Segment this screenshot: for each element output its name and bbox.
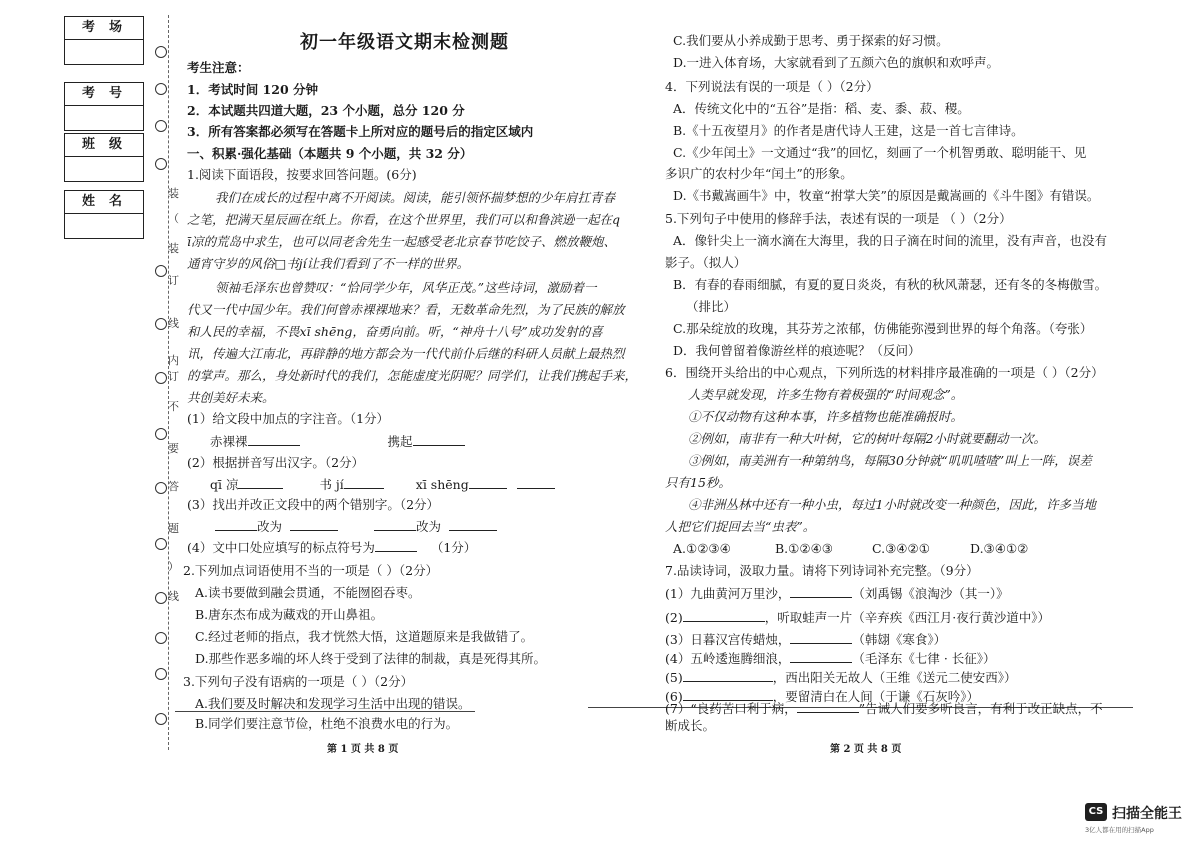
answer-blank[interactable] xyxy=(790,650,852,663)
passage-line: 通宵守岁的风俗□书jí让我们看到了不一样的世界。 xyxy=(187,256,470,271)
exam-room-box xyxy=(64,16,144,65)
answer-blank[interactable] xyxy=(374,518,416,531)
poem-line-1: (1）九曲黄河万里沙， （刘禹锡《浪淘沙（其一）》 xyxy=(665,586,1009,601)
q6-material: ②例如，南非有一种大叶树，它的树叶每隔2小时就要翻动一次。 xyxy=(688,431,1046,446)
answer-blank[interactable] xyxy=(238,476,283,489)
pinyin-shuji: 书 jí xyxy=(319,477,344,492)
binding-hole xyxy=(155,158,167,170)
option-a: A．像针尖上一滴水滴在大海里，我的日子滴在时间的流里，没有声音，也没有 xyxy=(673,233,1108,248)
option-c: C.《少年闰土》一文通过“我”的回忆，刻画了一个机智勇敢、聪明能干、见 xyxy=(673,145,1087,160)
question-2-heading: 2.下列加点词语使用不当的一项是（ ）（2分） xyxy=(183,563,439,578)
binding-hole xyxy=(155,538,167,550)
option-c: C.那朵绽放的玫瑰，其芬芳之浓郁，仿佛能弥漫到世界的每个角落。（夸张） xyxy=(673,321,1093,336)
answer-row xyxy=(210,476,555,493)
name-blank xyxy=(65,214,143,238)
passage-line: 的掌声。那么，身处新时代的我们，怎能虚度光阴呢？同学们，让我们携起手来， xyxy=(187,368,638,383)
q6-material: ①不仅动物有这种本事，许多植物也能准确报时。 xyxy=(688,409,964,424)
change-to-text: 改为 xyxy=(257,519,283,534)
binding-hole xyxy=(155,120,167,132)
poem-line-2: (2) ，听取蛙声一片（辛弃疾《西江月·夜行黄沙道中》） xyxy=(665,610,1050,625)
option-b: B．有春的春雨细腻，有夏的夏日炎炎，有秋的秋风萧瑟，还有冬的冬梅傲雪。 xyxy=(673,277,1108,292)
binding-char: 线 xyxy=(168,590,179,603)
page-1-footer: 第 1 页 共 8 页 xyxy=(327,744,399,755)
option-c: C.我们要从小养成勤于思考、勇于探索的好习惯。 xyxy=(673,33,949,48)
poem-line-7-cont: 断成长。 xyxy=(665,718,716,733)
passage-line: ī凉的荒岛中求生，也可以同老舍先生一起感受老北京春节吃饺子、燃放鞭炮、 xyxy=(187,234,616,249)
binding-hole xyxy=(155,265,167,277)
question-7-heading: 7.品读诗词，汲取力量。请将下列诗词补充完整。（9分） xyxy=(665,563,979,578)
option-d: D.一进入体育场，大家就看到了五颜六色的旗帜和欢呼声。 xyxy=(673,55,1000,70)
question-6-heading: 6．围绕开头给出的中心观点，下列所选的材料排序最准确的一项是（ ）（2分） xyxy=(665,365,1104,380)
binding-char: （ xyxy=(168,212,179,225)
binding-hole xyxy=(155,482,167,494)
poem-line-3: (3）日暮汉宫传蜡烛， （韩翃《寒食》） xyxy=(665,632,947,647)
option-d: D.③④①② xyxy=(970,541,1029,556)
name-box xyxy=(64,190,144,239)
poem-line-7: (7）“良药苦口利于病， ”告诫人们要多听良言，有利于改正缺点，不 xyxy=(665,701,1103,716)
answer-blank[interactable] xyxy=(344,476,384,489)
answer-blank[interactable] xyxy=(290,518,338,531)
q6-material: ④非洲丛林中还有一种小虫，每过1小时就改变一种颜色，因此，许多当地 xyxy=(688,497,1096,512)
class-label: 班级 xyxy=(65,134,143,157)
option-a: A．传统文化中的“五谷”是指：稻、麦、黍、菽、稷。 xyxy=(673,101,970,116)
pinyin-qiliang: qī 凉 xyxy=(210,477,239,492)
exam-number-label: 考号 xyxy=(65,83,143,106)
question-3-heading: 3.下列句子没有语病的一项是（ ）（2分） xyxy=(183,674,414,689)
binding-char: 订 xyxy=(168,370,179,383)
binding-char: 装 xyxy=(168,242,179,255)
binding-hole xyxy=(155,318,167,330)
name-label: 姓名 xyxy=(65,191,143,214)
option-a: A.①②③④ xyxy=(673,541,731,556)
answer-blank[interactable] xyxy=(797,700,859,713)
binding-char: 答 xyxy=(168,480,179,493)
question-1-heading: 1.阅读下面语段，按要求回答问题。(6分) xyxy=(187,167,417,182)
section-heading: 一、积累·强化基础（本题共 9 个小题，共 32 分） xyxy=(187,146,473,161)
option-b: B.《十五夜望月》的作者是唐代诗人王建，这是一首七言律诗。 xyxy=(673,123,1024,138)
binding-char: 内 xyxy=(168,354,179,367)
notice-2: 2．本试题共四道大题，23 个小题，总分 120 分 xyxy=(187,103,465,118)
option-c: C.③④②① xyxy=(872,541,930,556)
notice-3: 3．所有答案都必须写在答题卡上所对应的题号后的指定区域内 xyxy=(187,124,534,139)
exam-title: 初一年级语文期末检测题 xyxy=(300,32,509,53)
change-to-text: 改为 xyxy=(415,519,441,534)
passage-line: 代又一代中国少年。我们何曾赤裸裸地来？看，无数革命先烈，为了民族的解放 xyxy=(187,302,625,317)
answer-blank[interactable] xyxy=(517,476,555,489)
answer-blank[interactable] xyxy=(449,518,497,531)
binding-hole xyxy=(155,592,167,604)
binding-char: ） xyxy=(168,560,179,573)
q6-material: ③例如，南美洲有一种第纳鸟，每隔30分钟就“叽叽喳喳”叫上一阵，误差 xyxy=(688,453,1092,468)
answer-blank[interactable] xyxy=(683,669,773,682)
option-b: B.同学们要注意节俭，杜绝不浪费水电的行为。 xyxy=(195,716,459,731)
binding-hole xyxy=(155,372,167,384)
answer-blank[interactable] xyxy=(683,609,765,622)
exam-number-box xyxy=(64,82,144,131)
binding-char: 题 xyxy=(168,522,179,535)
poem-line-6: (6) ，要留清白在人间（于谦《石灰吟》） xyxy=(665,689,979,704)
notice-heading: 考生注意： xyxy=(187,60,250,75)
answer-blank[interactable] xyxy=(790,631,852,644)
option-b: B.①②④③ xyxy=(775,541,833,556)
page-2-footer: 第 2 页 共 8 页 xyxy=(830,744,902,755)
binding-hole xyxy=(155,83,167,95)
question-4-heading: 4．下列说法有误的一项是（ ）（2分） xyxy=(665,79,879,94)
binding-hole xyxy=(155,713,167,725)
binding-hole xyxy=(155,632,167,644)
option-c: C.经过老师的指点，我才恍然大悟，这道题原来是我做错了。 xyxy=(195,629,534,644)
answer-blank[interactable] xyxy=(413,433,465,446)
camscanner-name: 扫描全能王 xyxy=(1112,806,1182,822)
option-c-cont: 多识广的农村少年“闰土”的形象。 xyxy=(665,166,853,181)
option-b: B.唐东杰布成为藏戏的开山鼻祖。 xyxy=(195,607,384,622)
binding-hole xyxy=(155,428,167,440)
passage-line: 讯，传遍大江南北，再辟静的地方都会为一代代前仆后继的科研人员献上最热烈 xyxy=(187,346,625,361)
question-1-2: (2）根据拼音写出汉字。（2分） xyxy=(187,455,365,470)
q6-material: 人把它们捉回去当“虫表”。 xyxy=(665,519,816,534)
binding-char: 装 xyxy=(168,187,179,200)
passage-line: 之笔，把满天星辰画在纸上。你看，在这个世界里，我们可以和鲁滨逊一起在q xyxy=(187,212,621,227)
question-1-4-text: (4）文中口处应填写的标点符号为 xyxy=(187,540,375,555)
answer-blank[interactable] xyxy=(248,433,300,446)
answer-blank[interactable] xyxy=(469,476,507,489)
binding-char: 订 xyxy=(168,274,179,287)
question-5-heading: 5.下列句子中使用的修辞手法，表述有误的一项是 （ ）（2分） xyxy=(665,211,1012,226)
answer-blank[interactable] xyxy=(215,518,257,531)
answer-blank[interactable] xyxy=(790,585,852,598)
option-a: A.读书要做到融会贯通，不能囫囵吞枣。 xyxy=(195,585,421,600)
question-1-4-score: （1分） xyxy=(430,540,477,555)
binding-char: 要 xyxy=(168,442,179,455)
exam-room-blank xyxy=(65,40,143,64)
option-d: D.《书戴嵩画牛》中，牧童“拊掌大笑”的原因是戴嵩画的《斗牛图》有错误。 xyxy=(673,188,1100,203)
class-box xyxy=(64,133,144,182)
q6-material: 只有15秒。 xyxy=(665,475,731,490)
binding-char: 线 xyxy=(168,317,179,330)
notice-1: 1．考试时间 120 分钟 xyxy=(187,82,318,97)
pinyin-xisheng: xī shēng xyxy=(415,477,469,492)
q6-material: 人类早就发现，许多生物有着极强的“时间观念”。 xyxy=(688,387,964,402)
poem-line-4: (4）五岭逶迤腾细浪， （毛泽东《七律 · 长征》） xyxy=(665,651,996,666)
word-xieqi: 携起 xyxy=(387,434,413,449)
passage-line: 我们在成长的过程中离不开阅读。阅读，能引领怀揣梦想的少年肩扛青春 xyxy=(215,190,616,205)
camscanner-logo-icon: CS xyxy=(1085,803,1107,821)
class-blank xyxy=(65,157,143,181)
option-a: A.我们要及时解决和发现学习生活中出现的错误。 xyxy=(195,696,471,711)
exam-number-blank xyxy=(65,106,143,130)
binding-char: 不 xyxy=(168,400,179,413)
option-b-cont: （排比） xyxy=(686,299,737,314)
answer-row xyxy=(210,433,465,450)
passage-line: 领袖毛泽东也曾赞叹：“恰同学少年，风华正茂。”这些诗词，激励着一 xyxy=(215,280,597,295)
option-d: D.那些作恶多端的坏人终于受到了法律的制裁，真是死得其所。 xyxy=(195,651,547,666)
divider-line xyxy=(175,711,475,712)
exam-room-label: 考场 xyxy=(65,17,143,40)
passage-line: 共创美好未来。 xyxy=(187,390,275,405)
passage-line: 和人民的幸福，不畏xī shēng，奋勇向前。听，“神舟十八号”成功发射的喜 xyxy=(187,324,603,339)
binding-hole xyxy=(155,46,167,58)
word-chiluoluo: 赤裸裸 xyxy=(210,434,248,449)
binding-hole xyxy=(155,668,167,680)
answer-blank[interactable] xyxy=(375,539,417,552)
question-1-4 xyxy=(187,539,476,556)
question-1-3: (3）找出并改正文段中的两个错别字。（2分） xyxy=(187,497,440,512)
camscanner-slogan: 3亿人都在用的扫描App xyxy=(1085,826,1154,834)
answer-row xyxy=(215,518,497,535)
question-1-1: (1）给文段中加点的字注音。（1分） xyxy=(187,411,390,426)
option-a-cont: 影子。（拟人） xyxy=(665,255,747,270)
poem-line-5: (5) ，西出阳关无故人（王维《送元二使安西》） xyxy=(665,670,1017,685)
option-d: D．我何曾留着像游丝样的痕迹呢？（反问） xyxy=(673,343,921,358)
